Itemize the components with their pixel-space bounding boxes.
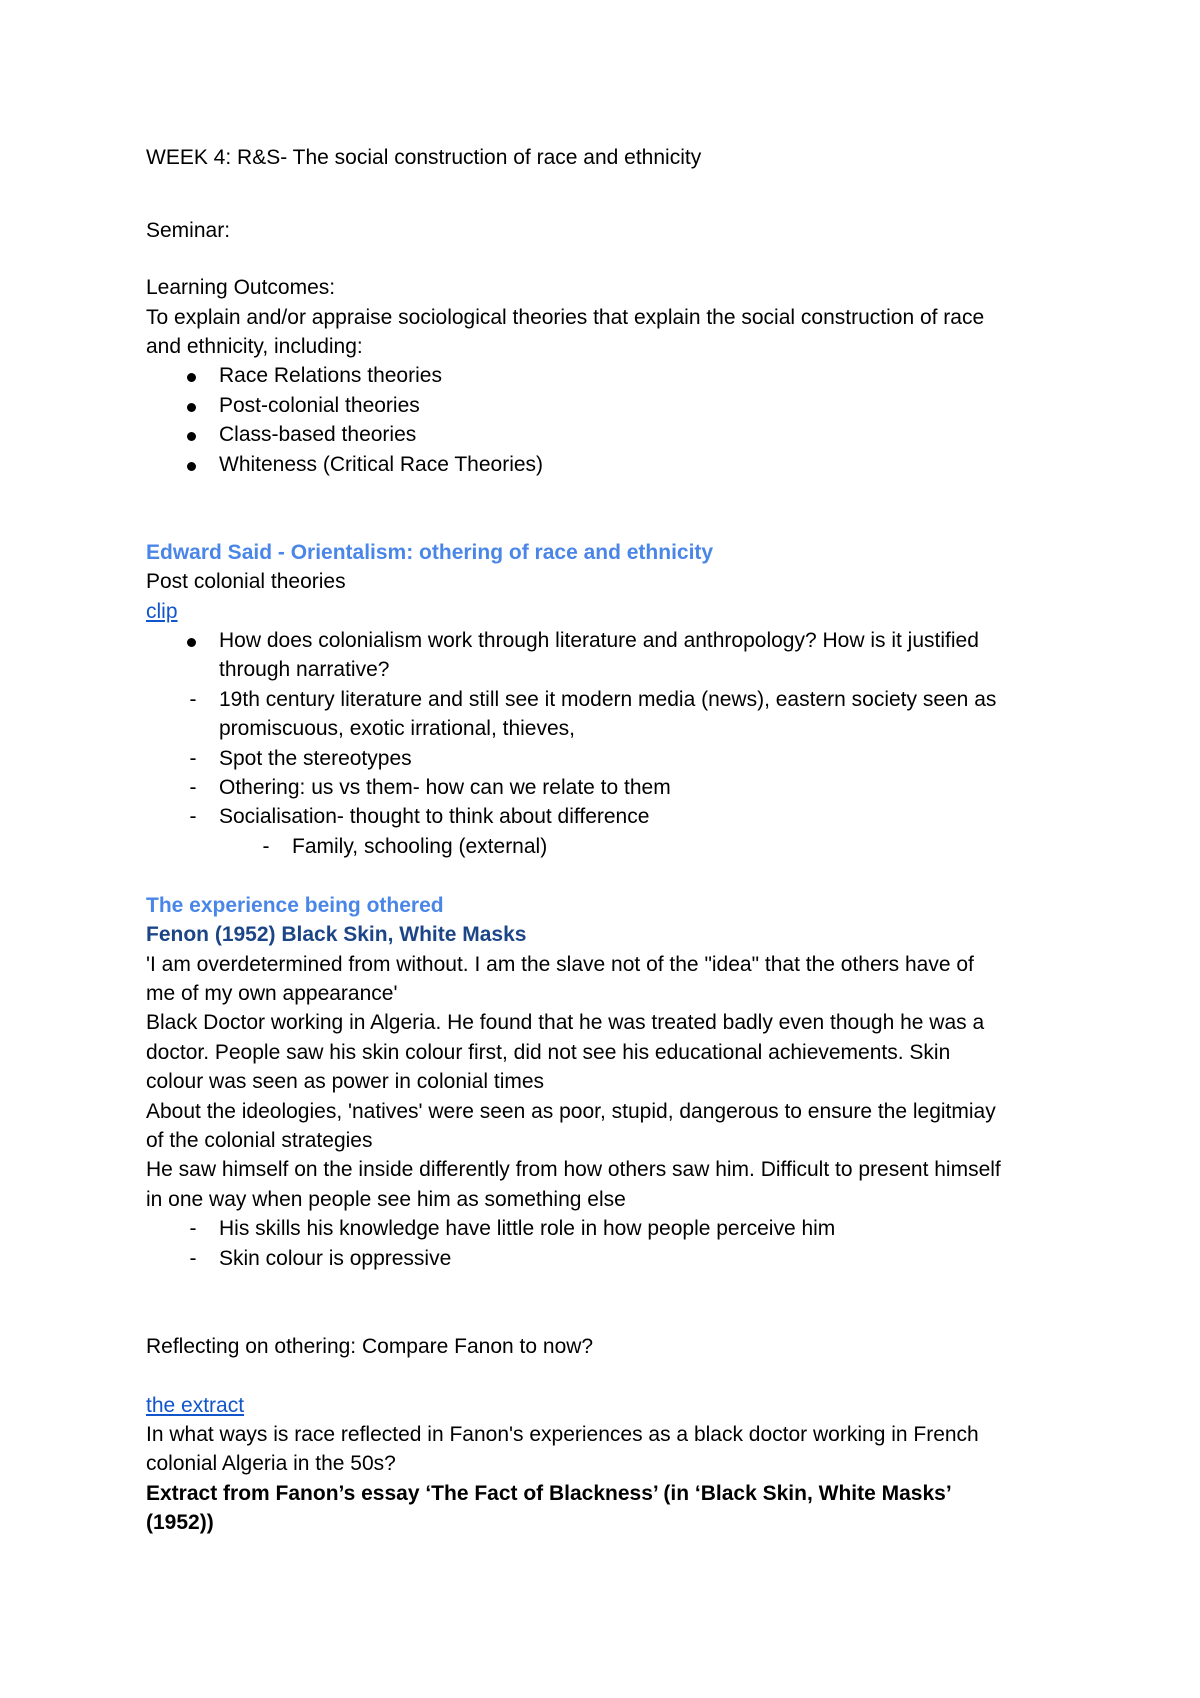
spacer — [146, 259, 1066, 273]
dash-marker: - — [189, 1246, 197, 1270]
learning-outcomes-label: Learning Outcomes: — [146, 276, 336, 300]
fanon-line: me of my own appearance' — [146, 981, 398, 1005]
list-item: - Othering: us vs them- how can we relate to them — [146, 773, 1066, 802]
extract-title: Extract from Fanon’s essay ‘The Fact of Blackness’ (in ‘Black Skin, White Masks’ — [146, 1481, 952, 1505]
said-heading: Edward Said - Orientalism: othering of race and ethnicity — [146, 540, 714, 564]
list-item: Post-colonial theories — [146, 391, 1066, 420]
spacer — [146, 1273, 1066, 1302]
said-subtitle: Post colonial theories — [146, 570, 346, 594]
bullet-icon — [187, 373, 196, 382]
clip-link[interactable]: clip — [146, 599, 178, 623]
spacer — [146, 508, 1066, 537]
dash-marker: - — [262, 834, 270, 858]
outcomes-list — [146, 361, 1066, 479]
fanon-line: He saw himself on the inside differently from how others saw him. Difficult to present himself — [146, 1158, 1001, 1182]
fanon-line: colour was seen as power in colonial times — [146, 1070, 545, 1094]
seminar-label: Seminar: — [146, 218, 231, 242]
dash-marker: - — [189, 746, 197, 770]
spacer — [146, 479, 1066, 508]
fanon-line: in one way when people see him as something else — [146, 1187, 626, 1211]
list-item: How does colonialism work through literature and anthropology? How is it justified through narrative? — [146, 626, 1066, 685]
said-list — [146, 626, 1066, 861]
list-item: Class-based theories — [146, 420, 1066, 449]
bullet-icon — [187, 638, 196, 647]
list-item: - Skin colour is oppressive — [146, 1244, 1066, 1273]
bullet-icon — [187, 462, 196, 471]
spacer — [146, 245, 1066, 259]
list-item: Race Relations theories — [146, 361, 1066, 390]
list-item: - His skills his knowledge have little role in how people perceive him — [146, 1214, 1066, 1243]
dash-marker: - — [189, 1217, 197, 1241]
spacer — [146, 861, 1066, 890]
bullet-icon — [187, 403, 196, 412]
dash-marker: - — [189, 687, 197, 711]
spacer — [146, 172, 1066, 201]
extract-link[interactable]: the extract — [146, 1393, 245, 1417]
question-line-cont: colonial Algeria in the 50s? — [146, 1452, 396, 1476]
fanon-line: Black Doctor working in Algeria. He found that he was treated badly even though he was a — [146, 1011, 985, 1035]
dash-marker: - — [189, 776, 197, 800]
document-body — [146, 143, 1066, 1538]
spacer — [146, 202, 1066, 216]
othered-heading: The experience being othered — [146, 893, 444, 917]
fanon-line: doctor. People saw his skin colour first, did not see his educational achievements. Skin — [146, 1040, 951, 1064]
list-item: Whiteness (Critical Race Theories) — [146, 450, 1066, 479]
page-title: WEEK 4: R&S- The social construction of race and ethnicity — [146, 146, 702, 169]
learning-outcomes-intro: To explain and/or appraise sociological theories that explain the social construction of race — [146, 305, 985, 329]
fanon-list — [146, 1214, 1066, 1273]
fanon-line: About the ideologies, 'natives' were seen as poor, stupid, dangerous to ensure the legitmiay — [146, 1099, 996, 1123]
list-item: - Family, schooling (external) — [146, 832, 1066, 861]
fanon-line: 'I am overdetermined from without. I am the slave not of the "idea" that the others have of — [146, 952, 974, 976]
extract-title-cont: (1952)) — [146, 1511, 214, 1535]
spacer — [146, 1361, 1066, 1390]
list-item: - 19th century literature and still see it modern media (news), eastern society seen as promiscuous, exotic irrational, thieves, — [146, 685, 1066, 744]
learning-outcomes-intro-cont: and ethnicity, including: — [146, 335, 363, 359]
fanon-heading: Fenon (1952) Black Skin, White Masks — [146, 923, 527, 947]
list-item: - Spot the stereotypes — [146, 744, 1066, 773]
dash-marker: - — [189, 805, 197, 829]
question-line: In what ways is race reflected in Fanon's experiences as a black doctor working in French — [146, 1422, 979, 1446]
fanon-line: of the colonial strategies — [146, 1128, 373, 1152]
spacer — [146, 1302, 1066, 1331]
bullet-icon — [187, 432, 196, 441]
reflecting-prompt: Reflecting on othering: Compare Fanon to now? — [146, 1334, 594, 1358]
list-item: - Socialisation- thought to think about difference — [146, 802, 1066, 831]
